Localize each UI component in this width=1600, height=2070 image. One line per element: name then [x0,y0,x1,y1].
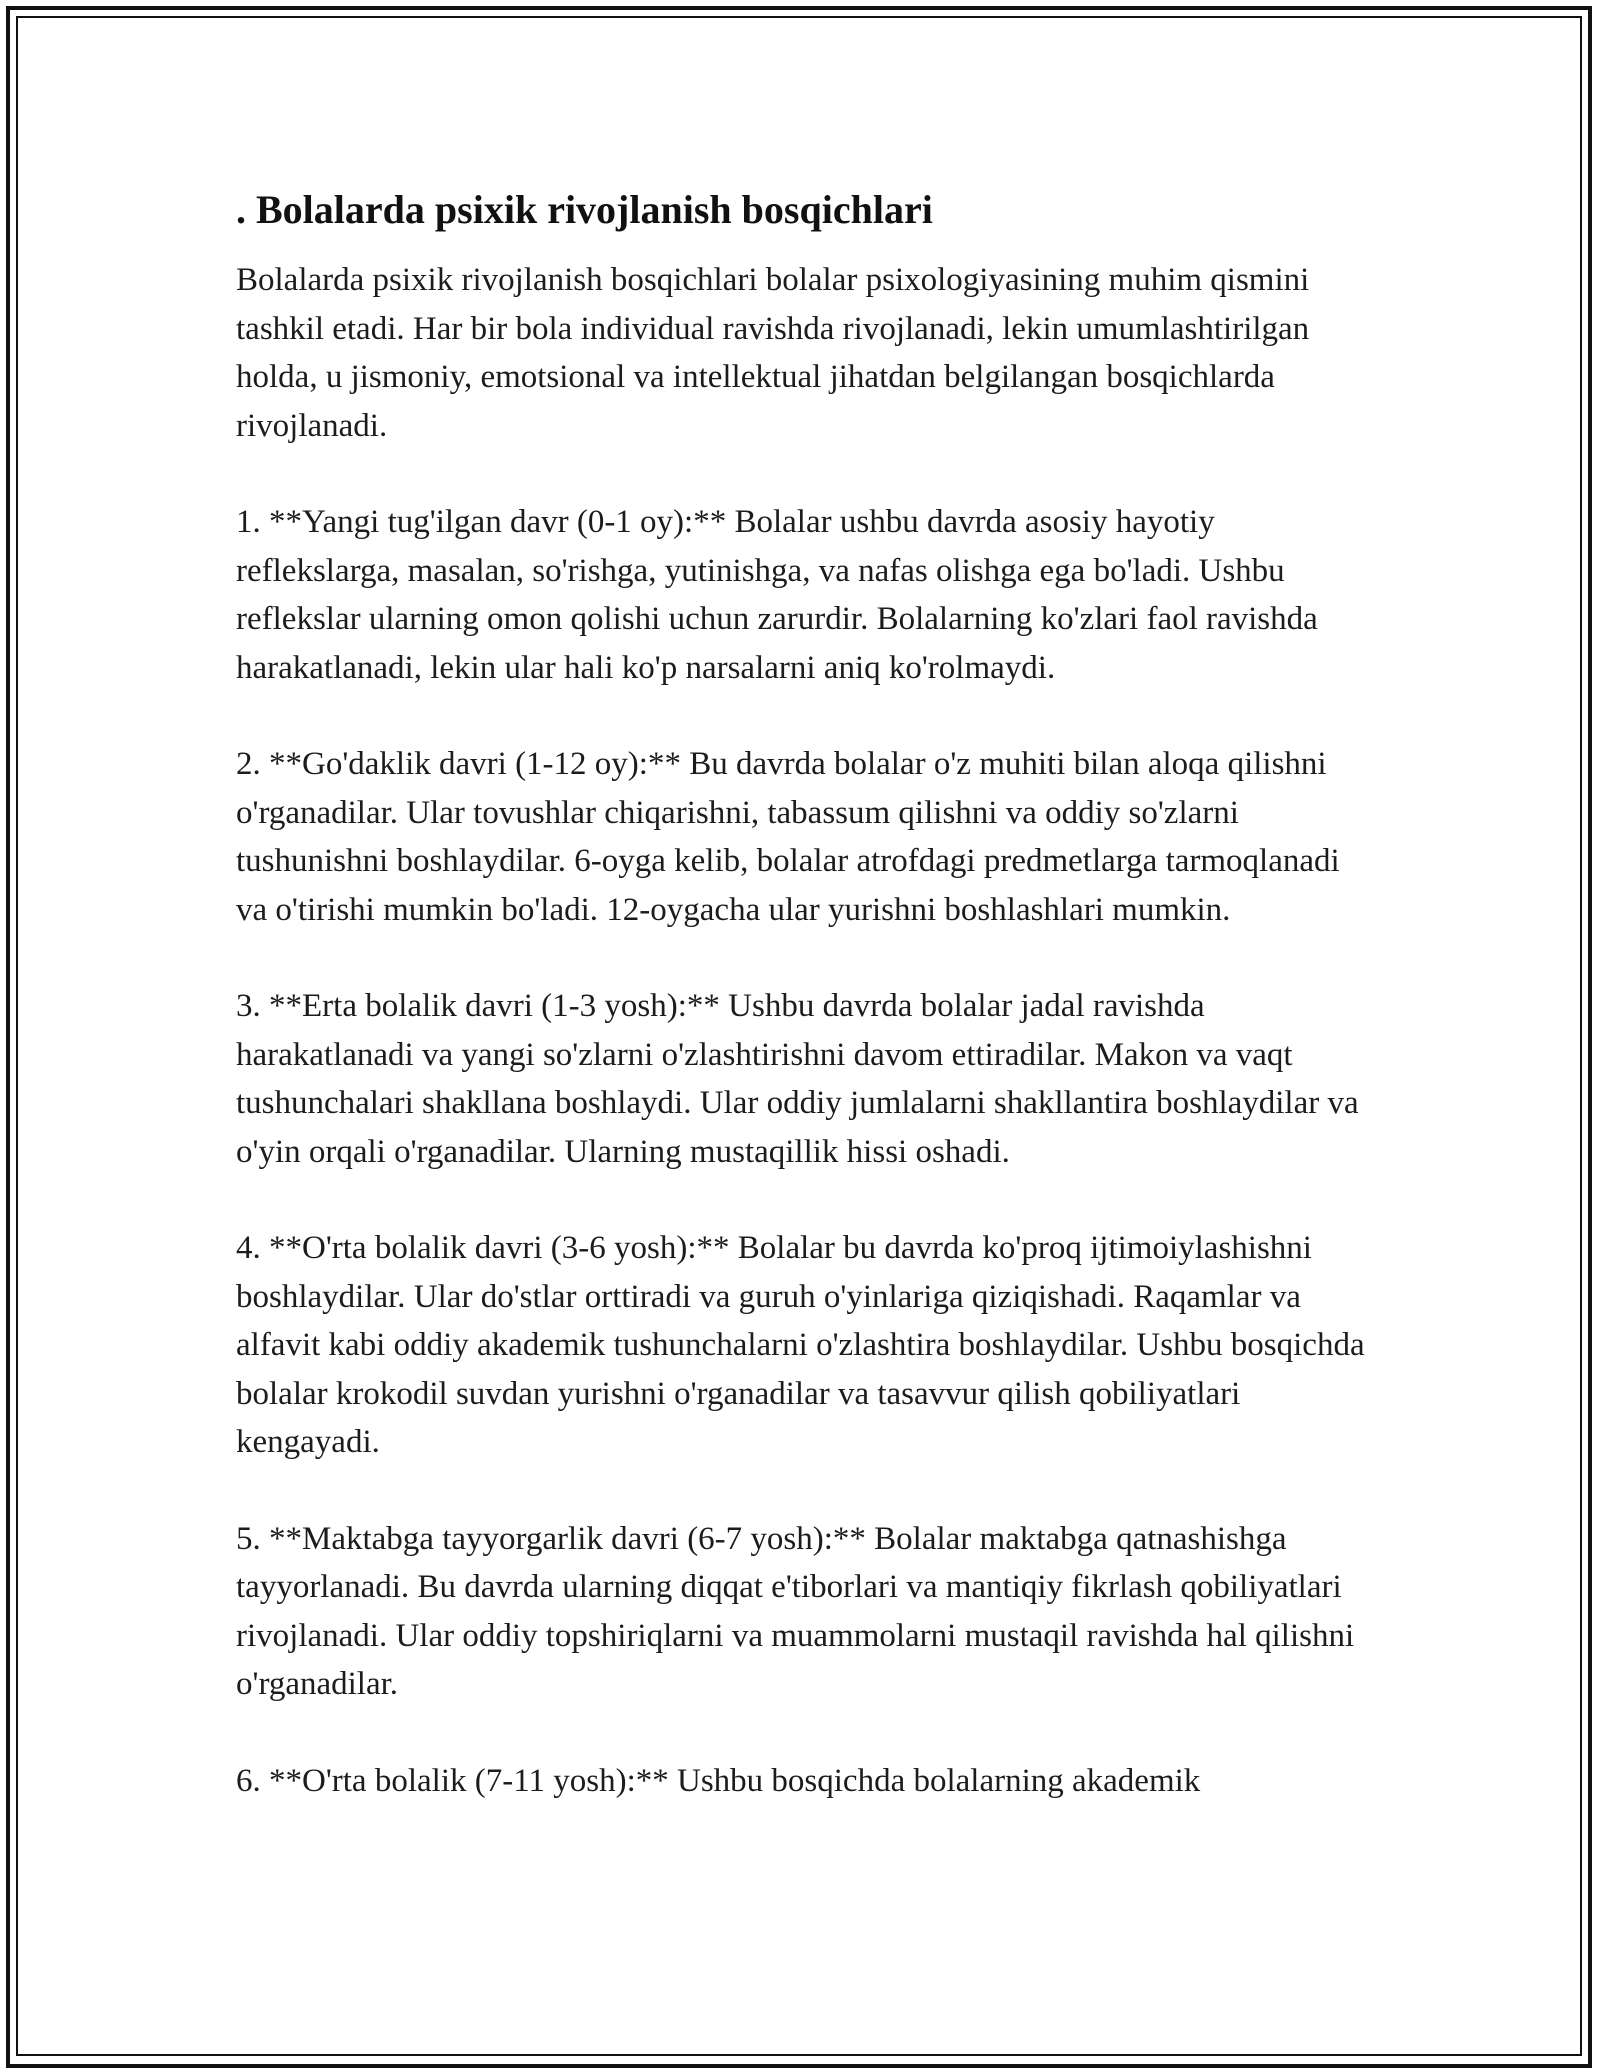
intro-paragraph: Bolalarda psixik rivojlanish bosqichlari bolalar psixologiyasining muhim qismini tashkil etadi. Har bir bola individual ravishda rivojlanadi, lekin umumlashtirilgan holda, u jismoniy, emotsional va intellektual jihatdan belgilangan bosqichlarda rivojlanadi. [236,262,1310,444]
section-paragraph-2: 2. **Go'daklik davri (1-12 oy):** Bu davrda bolalar o'z muhiti bilan aloqa qilishni o'rganadilar. Ular tovushlar chiqarishni, tabassum qilishni va oddiy so'zlarni tushunishni boshlaydilar. 6-oyga kelib, bolalar atrofdagi predmetlarga tarmoqlanadi va o'tirishi mumkin bo'ladi. 12-oygacha ular yurishni boshlashlari mumkin. [236,746,1340,928]
document-title: . Bolalarda psixik rivojlanish bosqichlari [236,187,933,232]
section-paragraph-6: 6. **O'rta bolalik (7-11 yosh):** Ushbu bosqichda bolalarning akademik [236,1762,1201,1799]
section-paragraph-3: 3. **Erta bolalik davri (1-3 yosh):** Ushbu davrda bolalar jadal ravishda harakatlanadi va yangi so'zlarni o'zlashtirishni davom ettiradilar. Makon va vaqt tushunchalari shakllana boshlaydi. Ular oddiy jumlalarni shakllantira boshlaydilar va o'yin orqali o'rganadilar. Ularning mustaqillik hissi oshadi. [236,988,1359,1170]
section-paragraph-4: 4. **O'rta bolalik davri (3-6 yosh):** Bolalar bu davrda ko'proq ijtimoiylashishni boshlaydilar. Ular do'stlar orttiradi va guruh o'yinlariga qiziqishadi. Raqamlar va alfavit kabi oddiy akademik tushunchalarni o'zlashtira boshlaydilar. Ushbu bosqichda bolalar krokodil suvdan yurishni o'rganadilar va tasavvur qilish qobiliyatlari kengayadi. [236,1230,1365,1460]
section-paragraph-5: 5. **Maktabga tayyorgarlik davri (6-7 yosh):** Bolalar maktabga qatnashishga tayyorlanadi. Bu davrda ularning diqqat e'tiborlari va mantiqiy fikrlash qobiliyatlari rivojlanadi. Ular oddiy topshiriqlarni va muammolarni mustaqil ravishda hal qilishni o'rganadilar. [236,1520,1355,1702]
section-paragraph-1: 1. **Yangi tug'ilgan davr (0-1 oy):** Bolalar ushbu davrda asosiy hayotiy reflekslarga, masalan, so'rishga, yutinishga, va nafas olishga ega bo'ladi. Ushbu reflekslar ularning omon qolishi uchun zarurdir. Bolalarning ko'zlari faol ravishda harakatlanadi, lekin ular hali ko'p narsalarni aniq ko'rolmaydi. [236,504,1318,686]
document-body [236,184,1376,1853]
